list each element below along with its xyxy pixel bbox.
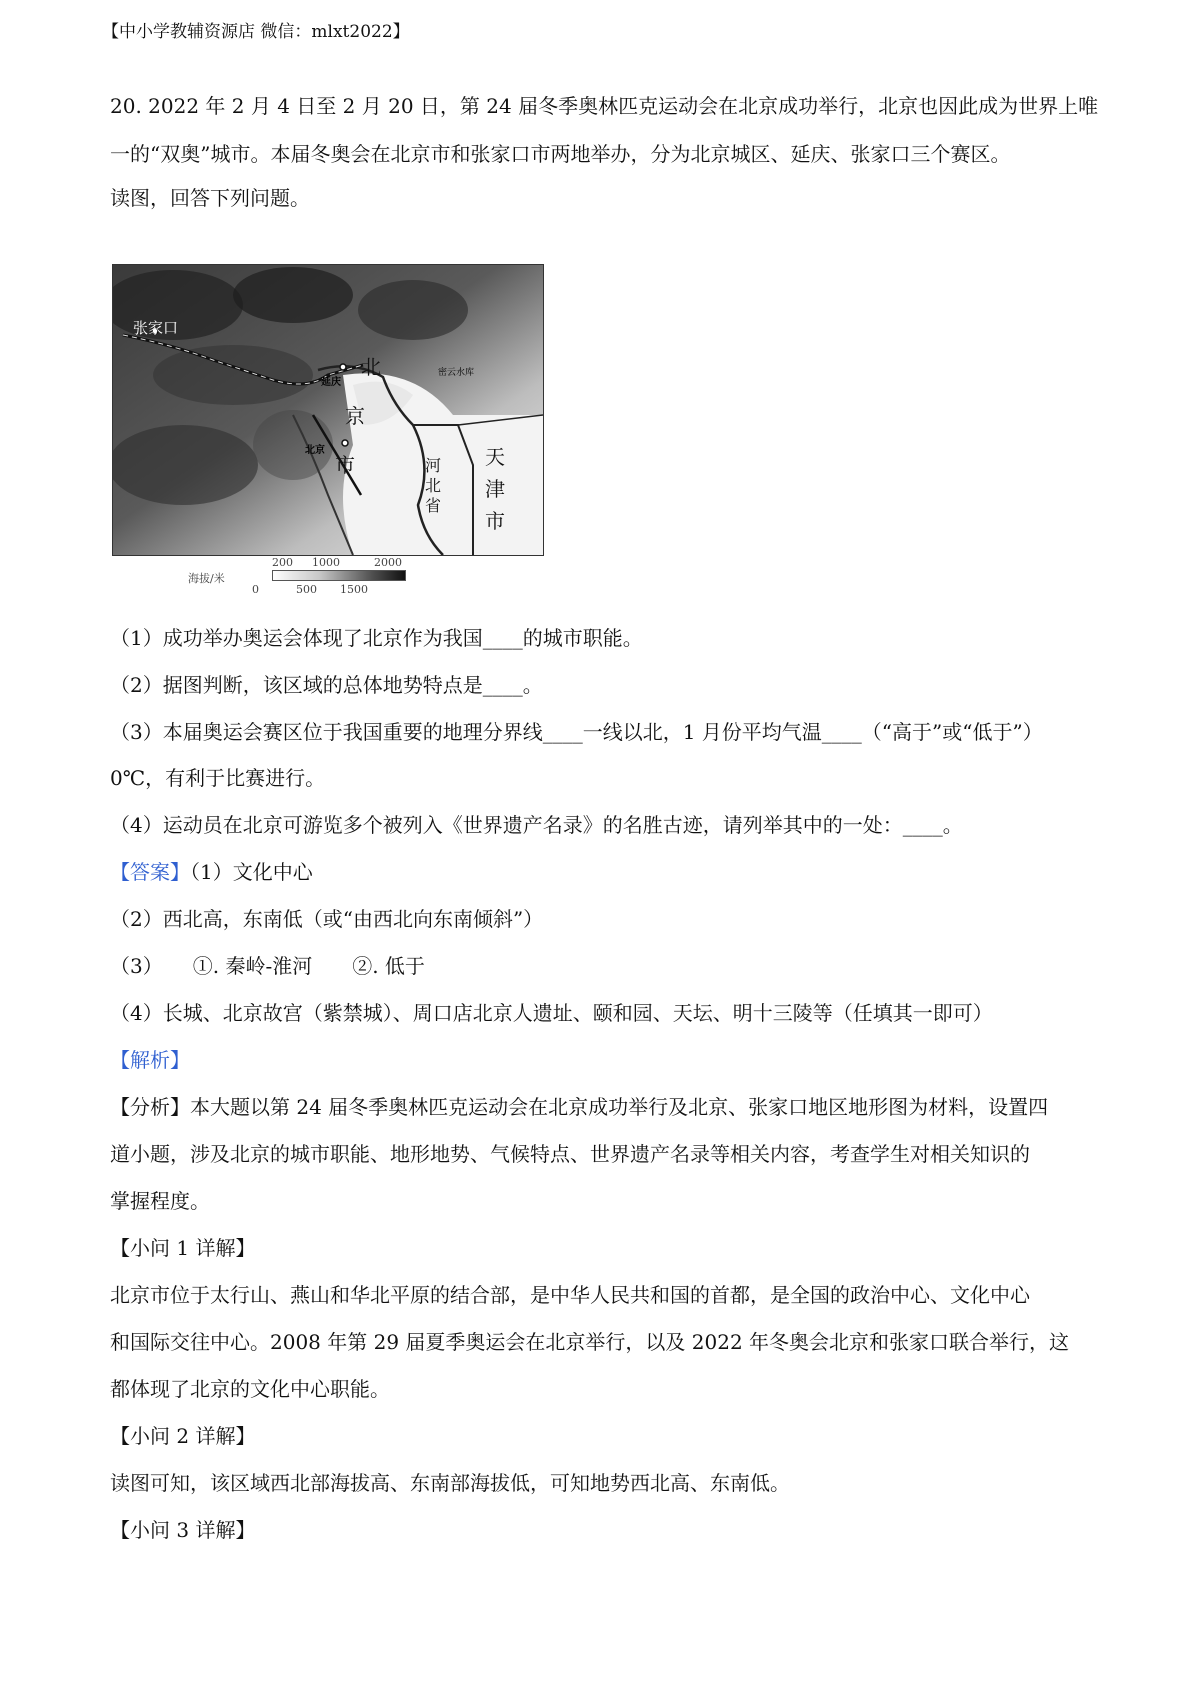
label-jin: 津 (485, 477, 505, 501)
detail3-title: 【小问 3 详解】 (110, 1518, 256, 1542)
legend-tick-2000: 2000 (374, 556, 402, 569)
detail1-line-3: 都体现了北京的文化中心职能。 (110, 1377, 390, 1401)
answer-1: （1）文化中心 (190, 860, 313, 884)
answer-4: （4）长城、北京故宫（紫禁城）、周口店北京人遗址、颐和园、天坛、明十三陵等（任填其一即可） (110, 1001, 993, 1025)
label-jing: 京 (345, 404, 365, 428)
legend-color-bar (272, 570, 406, 581)
label-yanqing: 延庆 (321, 377, 341, 388)
label-zhangjiakou: 张家口 (133, 319, 179, 337)
detail1-title: 【小问 1 详解】 (110, 1236, 256, 1260)
elevation-legend (112, 556, 542, 596)
terrain-map-figure (112, 264, 542, 594)
answer-tag: 【答案】 (110, 860, 190, 884)
question-line-2: 一的“双奥”城市。本届冬奥会在北京市和张家口市两地举办，分为北京城区、延庆、张家口三个赛区。 (110, 142, 1011, 166)
analysis-line-2: 道小题，涉及北京的城市职能、地形地势、气候特点、世界遗产名录等相关内容，考查学生对相关知识的 (110, 1142, 1030, 1166)
label-sheng: 省 (425, 496, 442, 515)
analysis-line-1: 【分析】本大题以第 24 届冬季奥林匹克运动会在北京成功举行及北京、张家口地区地形图为材料，设置四 (110, 1095, 1049, 1119)
legend-tick-500: 500 (296, 583, 317, 596)
label-shi2: 市 (485, 509, 505, 533)
label-bei: 北 (361, 355, 381, 379)
legend-title: 海拔/米 (188, 572, 225, 585)
legend-tick-1000: 1000 (312, 556, 340, 569)
answer-line-1 (110, 858, 313, 886)
detail2-title: 【小问 2 详解】 (110, 1424, 256, 1448)
question-line-1: 20. 2022 年 2 月 4 日至 2 月 20 日，第 24 届冬季奥林匹克运动会在北京成功举行，北京也因此成为世界上唯 (110, 94, 1099, 118)
answer-2: （2）西北高，东南低（或“由西北向东南倾斜”） (110, 907, 544, 931)
subquestion-3-cont: 0℃，有利于比赛进行。 (110, 766, 326, 790)
watermark-header: 【中小学教辅资源店 微信：mlxt2022】 (102, 22, 410, 42)
subquestion-1: （1）成功举办奥运会体现了北京作为我国____的城市职能。 (110, 626, 643, 650)
terrain-map (112, 264, 544, 556)
legend-tick-0: 0 (252, 583, 259, 596)
label-miyun: 密云水库 (438, 368, 475, 378)
subquestion-3: （3）本届奥运会赛区位于我国重要的地理分界线____一线以北，1 月份平均气温____（“高于”或“低于”） (110, 720, 1043, 744)
detail1-line-2: 和国际交往中心。2008 年第 29 届夏季奥运会在北京举行，以及 2022 年冬奥会北京和张家口联合举行，这 (110, 1330, 1070, 1354)
subquestion-2: （2）据图判断，该区域的总体地势特点是____。 (110, 673, 543, 697)
detail2-line-1: 读图可知，该区域西北部海拔高、东南部海拔低，可知地势西北高、东南低。 (110, 1471, 790, 1495)
question-line-3: 读图，回答下列问题。 (110, 186, 310, 210)
legend-tick-200: 200 (272, 556, 293, 569)
label-he: 河 (425, 456, 442, 475)
label-tian: 天 (485, 445, 505, 469)
label-bei2: 北 (425, 476, 442, 495)
label-beijing-city: 北京 (305, 445, 325, 456)
subquestion-4: （4）运动员在北京可游览多个被列入《世界遗产名录》的名胜古迹，请列举其中的一处：____。 (110, 813, 963, 837)
detail1-line-1: 北京市位于太行山、燕山和华北平原的结合部，是中华人民共和国的首都，是全国的政治中心、文化中心 (110, 1283, 1030, 1307)
label-shi: 市 (335, 453, 355, 477)
legend-tick-1500: 1500 (340, 583, 368, 596)
answer-3: （3） ①. 秦岭-淮河 ②. 低于 (110, 954, 425, 978)
analysis-tag: 【解析】 (110, 1048, 190, 1072)
analysis-line-3: 掌握程度。 (110, 1189, 210, 1213)
